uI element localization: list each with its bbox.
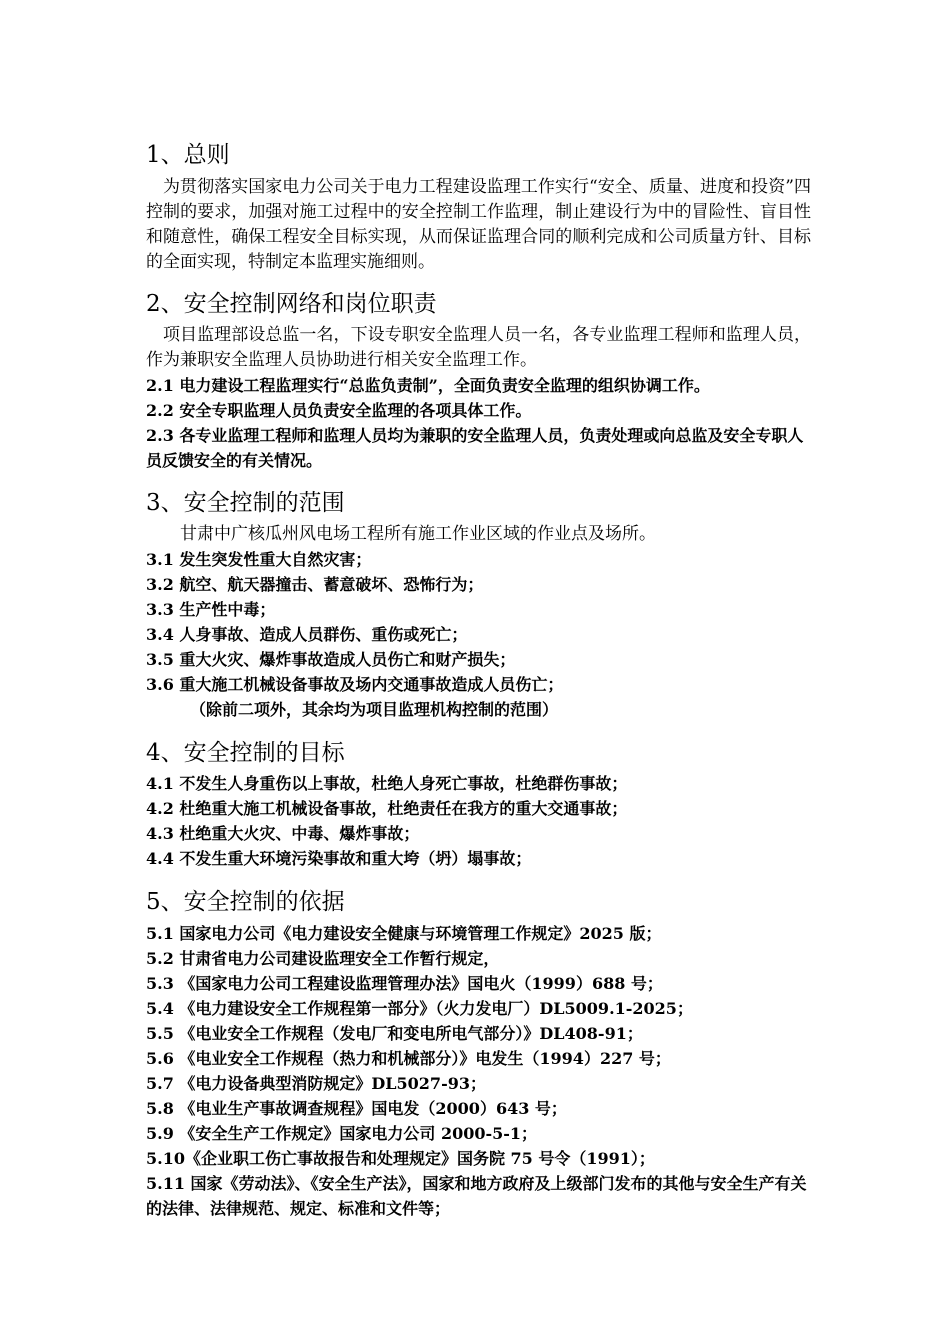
section-5-item: 5.4 《电力建设安全工作规程第一部分》（火力发电厂）DL5009.1-2025； xyxy=(146,999,693,1018)
section-3-paragraph: 甘肃中广核瓜州风电场工程所有施工作业区域的作业点及场所。 xyxy=(180,524,656,544)
section-1-paragraph: 为贯彻落实国家电力公司关于电力工程建设监理工作实行“安全、质量、进度和投资”四控制的要求，加强对施工过程中的安全控制工作监理，制止建设行为中的冒险性、盲目性和随意性，确保工程安全目标实现，从而保证监理合同的顺利完成和公司质量方针、目标的全面实现，特制定本监理实施细则。 xyxy=(146,177,811,272)
section-3-item: 3.3 生产性中毒； xyxy=(146,600,276,619)
section-5-item: 5.11 国家《劳动法》、《安全生产法》，国家和地方政府及上级部门发布的其他与安全生产有关的法律、法律规范、规定、标准和文件等； xyxy=(146,1174,807,1218)
section-5-item: 5.7 《电力设备典型消防规定》DL5027-93； xyxy=(146,1074,486,1093)
section-3-item: 3.1 发生突发性重大自然灾害； xyxy=(146,550,372,569)
section-4-item: 4.2 杜绝重大施工机械设备事故，杜绝责任在我方的重大交通事故； xyxy=(146,799,628,818)
section-3-note: （除前二项外，其余均为项目监理机构控制的范围） xyxy=(190,700,559,719)
section-2-item: 2.1 电力建设工程监理实行“总监负责制”，全面负责安全监理的组织协调工作。 xyxy=(146,376,710,395)
section-4-item: 4.1 不发生人身重伤以上事故，杜绝人身死亡事故，杜绝群伤事故； xyxy=(146,774,628,793)
section-4-heading: 4、安全控制的目标 xyxy=(146,740,345,766)
section-5-item: 5.10《企业职工伤亡事故报告和处理规定》国务院 75 号令（1991）； xyxy=(146,1149,655,1168)
section-1-heading: 1、总则 xyxy=(146,142,230,168)
section-4-item: 4.4 不发生重大环境污染事故和重大垮（坍）塌事故； xyxy=(146,849,532,868)
section-4-item: 4.3 杜绝重大火灾、中毒、爆炸事故； xyxy=(146,824,420,843)
section-5-item: 5.9 《安全生产工作规定》国家电力公司 2000-5-1； xyxy=(146,1124,538,1143)
section-2-item: 2.2 安全专职监理人员负责安全监理的各项具体工作。 xyxy=(146,401,532,420)
section-3-heading: 3、安全控制的范围 xyxy=(146,490,345,516)
section-2-heading: 2、安全控制网络和岗位职责 xyxy=(146,291,437,317)
section-3-item: 3.6 重大施工机械设备事故及场内交通事故造成人员伤亡； xyxy=(146,675,564,694)
section-5-item: 5.8 《电业生产事故调查规程》国电发（2000）643 号； xyxy=(146,1099,567,1118)
section-3-item: 3.4 人身事故、造成人员群伤、重伤或死亡； xyxy=(146,625,468,644)
section-5-item: 5.1 国家电力公司《电力建设安全健康与环境管理工作规定》2025 版； xyxy=(146,924,662,943)
section-5-heading: 5、安全控制的依据 xyxy=(146,889,345,915)
section-2-paragraph: 项目监理部设总监一名，下设专职安全监理人员一名，各专业监理工程师和监理人员，作为兼职安全监理人员协助进行相关安全监理工作。 xyxy=(146,325,811,370)
section-3-item: 3.5 重大火灾、爆炸事故造成人员伤亡和财产损失； xyxy=(146,650,516,669)
section-5-item: 5.2 甘肃省电力公司建设监理安全工作暂行规定， xyxy=(146,949,500,968)
section-2-item: 2.3 各专业监理工程师和监理人员均为兼职的安全监理人员，负责处理或向总监及安全专职人员反馈安全的有关情况。 xyxy=(146,426,804,470)
section-5-item: 5.3 《国家电力公司工程建设监理管理办法》国电火（1999）688 号； xyxy=(146,974,663,993)
section-5-item: 5.6 《电业安全工作规程（热力和机械部分）》电发生（1994）227 号； xyxy=(146,1049,671,1068)
section-3-item: 3.2 航空、航天器撞击、蓄意破坏、恐怖行为； xyxy=(146,575,484,594)
section-5-item: 5.5 《电业安全工作规程（发电厂和变电所电气部分）》DL408-91； xyxy=(146,1024,643,1043)
